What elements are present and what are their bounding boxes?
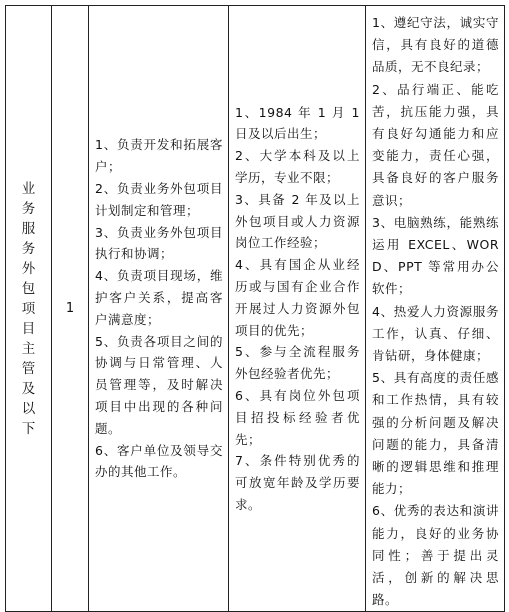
requirement-item: 1、1984 年 1 月 1 日及以后出生；	[235, 104, 360, 142]
quality-item: 3、电脑熟练，能熟练运用 EXCEL、WORD、PPT 等常用办公软件；	[372, 214, 499, 297]
requirements-list	[235, 102, 360, 516]
qualities-list	[372, 12, 499, 611]
duty-item: 3、负责业务外包项目执行和协调；	[95, 224, 223, 262]
duty-item: 6、客户单位及领导交办的其他工作。	[95, 442, 223, 480]
job-requirements-table	[5, 5, 505, 612]
requirement-item: 3、具备 2 年及以上外包项目或人力资源岗位工作经验；	[235, 191, 360, 251]
requirement-item: 6、具有岗位外包项目招投标经验者优先；	[235, 388, 360, 447]
duty-item: 1、负责开发和拓展客户；	[95, 137, 223, 175]
duties-cell	[89, 6, 229, 612]
qualities-cell	[366, 6, 505, 612]
requirement-item: 5、参与全流程服务外包经验者优先；	[235, 344, 360, 382]
position-title-cell	[6, 6, 52, 612]
requirement-item: 7、条件特别优秀的可放宽年龄及学历要求。	[235, 453, 360, 513]
quality-item: 4、热爱人力资源服务工作，认真、仔细、肯钻研，身体健康；	[372, 303, 499, 364]
quality-item: 1、遵纪守法，诚实守信，具有良好的道德品质，无不良纪录；	[372, 15, 499, 75]
duty-item: 5、负责各项目之间的协调与日常管理、人员管理等，及时解决项目中出现的各种问题。	[95, 333, 223, 436]
position-title: 业务服务外包项目主管及以下	[21, 180, 36, 437]
table-row	[6, 6, 505, 612]
duty-item: 2、负责业务外包项目计划制定和管理；	[95, 180, 223, 218]
headcount-cell	[52, 6, 89, 612]
headcount-value: 1	[65, 301, 75, 317]
quality-item: 2、品行端正、能吃苦，抗压能力强，具有良好勾通能力和应变能力，责任心强，具备良好的客户服务意识；	[372, 81, 499, 208]
quality-item: 5、具有高度的责任感和工作热情，具有较强的分析问题及解决问题的能力，具备清晰的逻辑思维和推理能力；	[372, 370, 499, 497]
requirements-cell	[229, 6, 366, 612]
requirement-item: 4、具有国企从业经历或与国有企业合作开展过人力资源外包项目的优先；	[235, 257, 360, 338]
duty-item: 4、负责项目现场，维护客户关系，提高客户满意度；	[95, 268, 223, 327]
duties-list	[95, 134, 223, 483]
requirement-item: 2、大学本科及以上学历，专业不限；	[235, 148, 360, 186]
quality-item: 6、优秀的表达和演讲能力，良好的业务协同性；善于提出灵活，创新的解决思路。	[372, 503, 499, 608]
